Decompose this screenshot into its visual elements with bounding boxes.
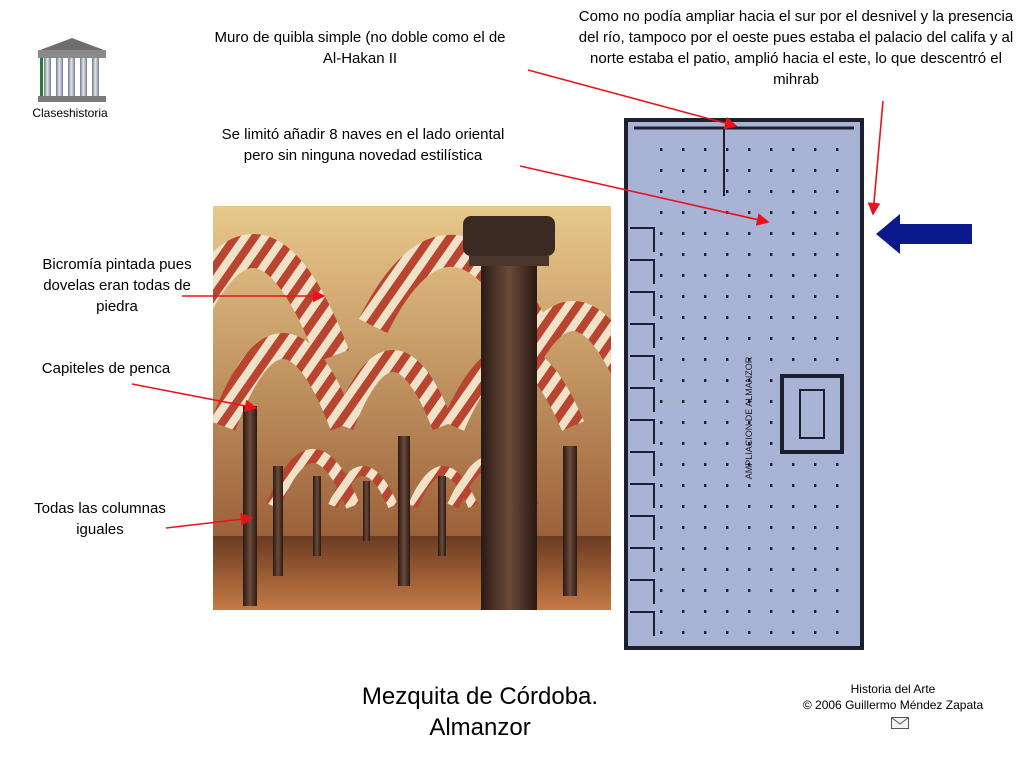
plan-column-dot xyxy=(704,253,706,256)
plan-column-dot xyxy=(726,442,728,445)
plan-column-dot xyxy=(792,316,794,319)
plan-column-dot xyxy=(792,274,794,277)
plan-column-dot xyxy=(704,589,706,592)
plan-column-dot xyxy=(836,169,838,172)
plan-column-dot xyxy=(726,484,728,487)
plan-column-dot xyxy=(748,253,750,256)
logo-caption: Claseshistoria xyxy=(32,106,108,120)
plan-column-dot xyxy=(726,211,728,214)
plan-column-dot xyxy=(726,316,728,319)
plan-column-dot xyxy=(682,316,684,319)
plan-column-dot xyxy=(660,547,662,550)
plan-column-dot xyxy=(748,610,750,613)
plan-column-dot xyxy=(726,379,728,382)
plan-column-dot xyxy=(726,148,728,151)
plan-column-dot xyxy=(770,421,772,424)
plan-column-dot xyxy=(726,610,728,613)
annotation-columnas: Todas las columnas iguales xyxy=(34,500,166,538)
plan-column-dot xyxy=(836,568,838,571)
plan-column-dot xyxy=(704,442,706,445)
plan-column-dot xyxy=(660,232,662,235)
plan-column-dot xyxy=(814,253,816,256)
credit-author: © 2006 Guillermo Méndez Zapata xyxy=(802,698,984,712)
plan-column-dot xyxy=(792,253,794,256)
annotation-naves: Se limitó añadir 8 naves en el lado oriental pero sin ninguna novedad estilística xyxy=(221,126,505,164)
plan-column-dot xyxy=(682,232,684,235)
plan-column-dot xyxy=(748,232,750,235)
plan-column-dot xyxy=(748,211,750,214)
plan-column-dot xyxy=(792,337,794,340)
plan-column-dot xyxy=(814,484,816,487)
plan-column-dot xyxy=(748,274,750,277)
plan-column-dot xyxy=(660,316,662,319)
plan-column-dot xyxy=(792,547,794,550)
plan-column-dot xyxy=(748,337,750,340)
plan-column-dot xyxy=(660,253,662,256)
plan-column-dot xyxy=(814,463,816,466)
plan-column-dot xyxy=(770,547,772,550)
plan-column-dot xyxy=(836,148,838,151)
plan-column-dot xyxy=(682,484,684,487)
plan-column-dot xyxy=(770,526,772,529)
plan-column-dot xyxy=(704,190,706,193)
plan-column-dot xyxy=(660,295,662,298)
plan-column-dot xyxy=(792,169,794,172)
plan-column-dot xyxy=(814,169,816,172)
plan-column-dot xyxy=(682,190,684,193)
slide-title xyxy=(320,681,640,743)
credit-course: Historia del Arte xyxy=(850,682,936,696)
plan-column-dot xyxy=(704,631,706,634)
plan-column-dot xyxy=(726,505,728,508)
plan-column-dot xyxy=(792,526,794,529)
plan-column-dot xyxy=(748,589,750,592)
plan-column-dot xyxy=(748,190,750,193)
plan-column-dot xyxy=(682,547,684,550)
plan-column-dot xyxy=(770,631,772,634)
plan-column-dot xyxy=(726,337,728,340)
plan-column-dot xyxy=(660,484,662,487)
plan-column-dot xyxy=(792,211,794,214)
plan-column-dot xyxy=(836,295,838,298)
annotation-capiteles: Capiteles de penca xyxy=(41,360,171,377)
plan-column-dot xyxy=(704,148,706,151)
plan-column-dot xyxy=(814,547,816,550)
plan-column-dot xyxy=(748,169,750,172)
plan-column-dot xyxy=(704,337,706,340)
slide-title-line2: Almanzor xyxy=(429,714,531,741)
plan-column-dot xyxy=(726,631,728,634)
plan-column-dot xyxy=(770,484,772,487)
plan-column-dot xyxy=(836,232,838,235)
plan-column-dot xyxy=(704,547,706,550)
slide-title-line1: Mezquita de Córdoba. xyxy=(361,683,599,710)
mail-icon[interactable] xyxy=(891,716,909,728)
plan-column-dot xyxy=(792,631,794,634)
plan-column-dot xyxy=(792,295,794,298)
annotation-bicromia: Bicromía pintada pues dovelas eran todas de piedra xyxy=(42,256,192,315)
plan-column-dot xyxy=(660,358,662,361)
plan-column-dot xyxy=(836,484,838,487)
plan-column-dot xyxy=(792,484,794,487)
plan-column-dot xyxy=(704,358,706,361)
plan-column-dot xyxy=(704,400,706,403)
plan-column-dot xyxy=(814,358,816,361)
plan-column-dot xyxy=(792,148,794,151)
plan-column-dot xyxy=(770,589,772,592)
plan-column-dot xyxy=(748,568,750,571)
plan-column-dot xyxy=(770,211,772,214)
plan-column-dot xyxy=(660,526,662,529)
plan-column-dot xyxy=(748,484,750,487)
plan-column-dot xyxy=(682,631,684,634)
arrow-expansion-east xyxy=(873,101,883,214)
plan-column-dot xyxy=(682,463,684,466)
plan-column-dot xyxy=(704,295,706,298)
plan-column-dot xyxy=(660,148,662,151)
plan-column-dot xyxy=(748,631,750,634)
plan-column-dot xyxy=(682,253,684,256)
plan-column-dot xyxy=(682,358,684,361)
mezquita-interior-photo xyxy=(213,206,611,610)
plan-column-dot xyxy=(814,610,816,613)
plan-column-dot xyxy=(726,547,728,550)
plan-column-dot xyxy=(704,526,706,529)
annotation-quibla: Muro de quibla simple (no doble como el de Al-Hakan II xyxy=(214,29,506,67)
plan-column-dot xyxy=(726,253,728,256)
plan-column-dot xyxy=(836,610,838,613)
plan-column-dot xyxy=(660,400,662,403)
plan-column-dot xyxy=(704,232,706,235)
plan-column-dot xyxy=(836,190,838,193)
plan-column-dot xyxy=(792,190,794,193)
plan-column-dot xyxy=(770,379,772,382)
plan-column-dot xyxy=(682,589,684,592)
plan-column-dot xyxy=(704,274,706,277)
plan-column-dot xyxy=(792,463,794,466)
plan-column-dot xyxy=(770,232,772,235)
plan-column-dot xyxy=(704,568,706,571)
plan-column-dot xyxy=(704,484,706,487)
plan-column-dot xyxy=(770,337,772,340)
plan-column-dot xyxy=(748,547,750,550)
plan-column-dot xyxy=(660,442,662,445)
plan-column-dot xyxy=(682,526,684,529)
plan-column-dot xyxy=(660,211,662,214)
plan-column-dot xyxy=(770,610,772,613)
plan-column-dot xyxy=(814,274,816,277)
plan-column-dot xyxy=(726,526,728,529)
plan-column-dot xyxy=(770,400,772,403)
plan-column-dot xyxy=(682,274,684,277)
plan-column-dot xyxy=(792,568,794,571)
plan-column-dot xyxy=(814,190,816,193)
plan-column-dot xyxy=(704,610,706,613)
logo-temple-icon xyxy=(34,36,110,104)
plan-column-dot xyxy=(814,211,816,214)
plan-column-dot xyxy=(682,148,684,151)
plan-column-dot xyxy=(660,568,662,571)
plan-column-dot xyxy=(748,148,750,151)
plan-column-dot xyxy=(814,337,816,340)
plan-column-dot xyxy=(836,211,838,214)
plan-column-dot xyxy=(770,148,772,151)
credit-block xyxy=(778,681,1008,713)
plan-column-dot xyxy=(836,274,838,277)
plan-column-dot xyxy=(770,169,772,172)
plan-column-dot xyxy=(770,358,772,361)
plan-column-dot xyxy=(726,190,728,193)
plan-column-dot xyxy=(704,211,706,214)
plan-column-dot xyxy=(814,148,816,151)
annotation-expansion-east: Como no podía ampliar hacia el sur por el desnivel y la presencia del río, tampoco por el oeste pues estaba el palacio del califa y al norte estaba el patio, amplió hacia el este, lo que descentró el mihrab xyxy=(578,8,1014,88)
plan-column-dot xyxy=(726,169,728,172)
plan-column-dot xyxy=(836,316,838,319)
plan-column-dot xyxy=(704,169,706,172)
plan-column-dot xyxy=(704,379,706,382)
plan-column-dot xyxy=(748,295,750,298)
plan-column-dot xyxy=(660,337,662,340)
plan-column-dot xyxy=(792,589,794,592)
plan-column-dot xyxy=(726,295,728,298)
plan-column-dot xyxy=(660,505,662,508)
plan-column-dot xyxy=(792,232,794,235)
plan-column-dot xyxy=(836,505,838,508)
plan-column-dot xyxy=(770,295,772,298)
plan-column-dot xyxy=(682,169,684,172)
plan-column-dot xyxy=(704,316,706,319)
plan-column-dot xyxy=(726,589,728,592)
plan-column-dot xyxy=(836,526,838,529)
plan-column-dot xyxy=(814,295,816,298)
plan-column-dot xyxy=(726,274,728,277)
plan-column-dot xyxy=(726,463,728,466)
plan-column-dot xyxy=(682,337,684,340)
plan-column-dot xyxy=(682,211,684,214)
plan-column-dot xyxy=(792,505,794,508)
plan-column-dot xyxy=(682,568,684,571)
plan-column-dot xyxy=(792,610,794,613)
plan-column-dot xyxy=(770,190,772,193)
plan-column-dot xyxy=(770,274,772,277)
plan-label: AMPLIACION DE ALMANZOR xyxy=(744,356,754,480)
plan-column-dot xyxy=(836,253,838,256)
plan-column-dot xyxy=(682,421,684,424)
plan-column-dot xyxy=(682,379,684,382)
plan-column-dot xyxy=(836,463,838,466)
plan-column-dot xyxy=(814,631,816,634)
direction-arrow-blue xyxy=(876,214,972,254)
plan-column-dot xyxy=(660,463,662,466)
plan-column-dot xyxy=(770,568,772,571)
plan-column-dot xyxy=(748,505,750,508)
plan-column-dot xyxy=(814,568,816,571)
plan-column-dot xyxy=(660,190,662,193)
plan-column-dot xyxy=(682,505,684,508)
plan-column-dot xyxy=(704,505,706,508)
plan-column-dot xyxy=(660,610,662,613)
plan-column-dot xyxy=(660,169,662,172)
floor-plan-image xyxy=(624,118,864,650)
plan-column-dot xyxy=(704,463,706,466)
plan-column-dot xyxy=(770,463,772,466)
plan-column-dot xyxy=(792,358,794,361)
plan-column-dot xyxy=(770,442,772,445)
plan-column-dot xyxy=(682,442,684,445)
plan-column-dot xyxy=(836,358,838,361)
plan-column-dot xyxy=(770,505,772,508)
plan-column-dot xyxy=(660,274,662,277)
plan-column-dot xyxy=(748,526,750,529)
plan-column-dot xyxy=(814,589,816,592)
plan-column-dot xyxy=(748,316,750,319)
plan-column-dot xyxy=(726,400,728,403)
plan-column-dot xyxy=(682,295,684,298)
plan-column-dot xyxy=(814,526,816,529)
plan-column-dot xyxy=(770,316,772,319)
plan-column-dot xyxy=(814,232,816,235)
plan-column-dot xyxy=(726,232,728,235)
plan-column-dot xyxy=(660,421,662,424)
plan-column-dot xyxy=(660,589,662,592)
plan-column-dot xyxy=(682,400,684,403)
plan-column-dot xyxy=(814,505,816,508)
plan-column-dot xyxy=(770,253,772,256)
plan-column-dot xyxy=(682,610,684,613)
plan-column-dot xyxy=(726,358,728,361)
plan-column-dot xyxy=(726,568,728,571)
plan-column-dot xyxy=(836,631,838,634)
plan-column-dot xyxy=(836,547,838,550)
plan-column-dot xyxy=(660,379,662,382)
plan-column-dot xyxy=(836,337,838,340)
plan-column-dot xyxy=(836,589,838,592)
plan-column-dot xyxy=(726,421,728,424)
plan-column-dot xyxy=(660,631,662,634)
plan-column-dot xyxy=(704,421,706,424)
plan-column-dot xyxy=(814,316,816,319)
